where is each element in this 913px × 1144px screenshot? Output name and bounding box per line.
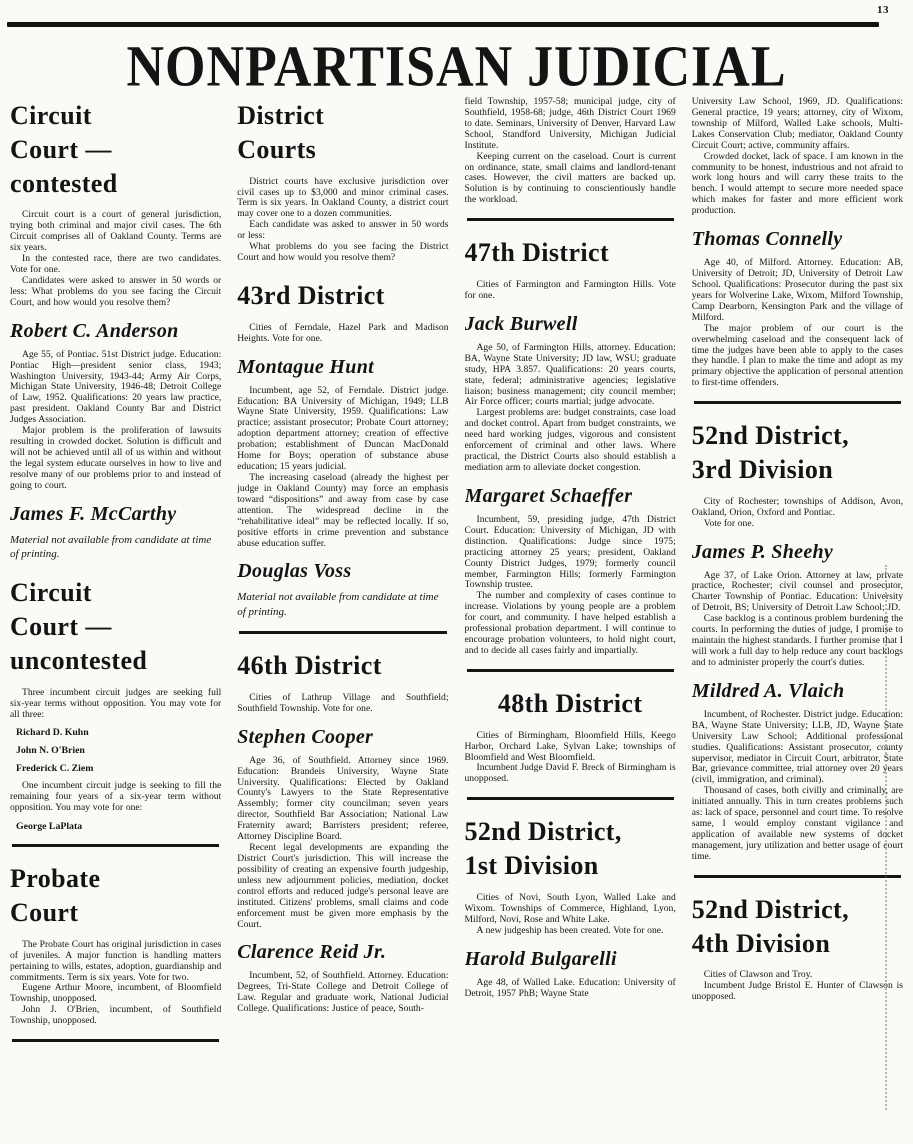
- section-heading: [465, 687, 676, 721]
- candidate-name-heading: Mildred A. Vlaich: [691, 679, 845, 702]
- section-heading-line: Court —: [10, 134, 112, 164]
- section-heading: [692, 893, 903, 961]
- section-heading: [692, 419, 903, 487]
- paragraph: Cities of Birmingham, Bloomfield Hills, Keego Harbor, Orchard Lake, Sylvan Lake; townships of Bloomfield and West Bloomfield.: [464, 729, 676, 763]
- candidate-list-item: John N. O'Brien: [16, 745, 85, 757]
- section-heading: [237, 649, 448, 683]
- paragraph: Largest problems are: budget constraints, case load and docket control. Apart from budget constraints, we need hard working judges, vigorous and consistent enforcement of criminal and other laws. Where practical, the District Courts also should establish a mediation arm to alleviate docket congestion.: [464, 407, 676, 473]
- candidate-name-heading: James F. McCarthy: [10, 502, 177, 525]
- candidate-list-item: Frederick C. Ziem: [16, 763, 94, 775]
- paragraph: Candidates were asked to answer in 50 words or less: What problems do you see facing the Circuit Court, and how would you resolve them?: [10, 274, 222, 308]
- paragraph: Incumbent, 52, of Southfield. Attorney. Education: Degrees, Tri-State College and Detroit College of Law. Regular and graduate work, National Judicial College. Qualifications: Justice of peace, South-: [237, 970, 449, 1015]
- section-heading-line: Probate: [10, 864, 101, 894]
- paragraph: In the contested race, there are two candidates. Vote for one.: [10, 253, 222, 275]
- paragraph: City of Rochester; townships of Addison, Avon, Oakland, Orion, Oxford and Pontiac.: [691, 495, 903, 518]
- section-divider-rule: [12, 844, 219, 847]
- paragraph: Cities of Farmington and Farmington Hills. Vote for one.: [464, 279, 676, 301]
- continued-paragraph: University Law School, 1969, JD. Qualifications: General practice, 19 years; attorney, city of Wixom, township of Milford, Walled Lake schools, Multi-Lakes Conservation Club; mediator, Oakland County Circuit Court; active, community affairs.: [691, 97, 903, 151]
- paragraph: One incumbent circuit judge is seeking to fill the remaining four years of a six-year term without opposition. You may vote for one:: [10, 780, 222, 814]
- candidate-name-heading: Robert C. Anderson: [10, 319, 179, 342]
- paragraph: Incumbent Judge David F. Breck of Birmingham is unopposed.: [464, 762, 676, 785]
- candidate-name-heading: Stephen Cooper: [237, 725, 374, 748]
- paragraph: Age 48, of Walled Lake. Education: University of Detroit, 1957 PhB; Wayne State: [464, 976, 676, 999]
- paragraph: Three incumbent circuit judges are seeking full six-year terms without opposition. You may vote for all three:: [10, 686, 222, 720]
- candidate-name-heading: Clarence Reid Jr.: [237, 941, 387, 964]
- paragraph: Eugene Arthur Moore, incumbent, of Bloomfield Township, unopposed.: [10, 982, 222, 1005]
- paragraph: Each candidate was asked to answer in 50 words or less:: [237, 219, 449, 242]
- paragraph: Thousand of cases, both civilly and criminally, are initiated annually. This in turn creates problems such as: lack of space, personnel and court time. To resolve same, I would employ constant vigilance and application of available new systems of docket management, jury utilization and better usage of court time.: [691, 785, 903, 862]
- paragraph: Circuit court is a court of general jurisdiction, trying both criminal and major civil cases. The 6th Circuit comprises all of Oakland County. Terms are six years.: [10, 209, 222, 254]
- section-heading: [465, 236, 676, 270]
- paragraph: Keeping current on the caseload. Court is current on ordinance, state, small claims and landlord-tenant cases. However, the civil matters are backed up. Solution is by continuing to conscientiously handle the workload.: [464, 150, 676, 206]
- paragraph: The increasing caseload (already the highest per judge in Oakland County) may force an emphasis toward “dispositions” and away from case by case attention. The widespread decline in the “rehabilitative ideal” may be reflected locally. If so, positive efforts in crime prevention and substance abuse education suffer.: [237, 471, 449, 549]
- section-heading-line: Circuit: [10, 101, 92, 130]
- paragraph: Crowded docket, lack of space. I am known in the community to be honest, industrious and not afraid to work long hours and will carry these traits to the bench. I would attempt to secure more needed space which makes for faster and more efficient work production.: [691, 150, 903, 217]
- availability-note: Material not available from candidate at time of printing.: [237, 591, 439, 618]
- section-divider-rule: [694, 875, 901, 878]
- candidate-name-heading: James P. Sheehy: [691, 540, 834, 563]
- paragraph: Incumbent, 59, presiding judge, 47th District Court. Education: University of Michigan, JD with distinction. Qualifications: Judge since 1975; practicing attorney 25 years; president, Oakland County District Judges, 1979; formerly council member, Farmington Hills; formerly Farmington Township trustee.: [464, 513, 676, 591]
- column-1: [10, 97, 221, 1144]
- section-heading-line: 1st Division: [464, 851, 599, 881]
- paragraph: What problems do you see facing the District Court and how would you resolve them?: [237, 241, 449, 264]
- paragraph: Cities of Clawson and Troy.: [703, 969, 813, 981]
- section-heading-line: 52nd District,: [464, 817, 622, 847]
- continued-paragraph: field Township, 1957-58; municipal judge, city of Southfield, 1958-68; judge, 46th District Court 1969 to date. Seminars, University of Denver, Harvard Law School, Standford University, Michigan Judicial Institute.: [464, 97, 676, 151]
- candidate-name-heading: Montague Hunt: [237, 355, 374, 378]
- page-title: NONPARTISAN JUDICIAL: [126, 35, 787, 99]
- section-divider-rule: [239, 631, 446, 634]
- paragraph: Age 36, of Southfield. Attorney since 1969. Education: Brandeis University, Wayne State University. Qualifications: Elected by Oakland County's Lawyers to the State Representative Assembly; former city councilman; seven years director, Southfield Bar Association; National Law Fraternity award; Barristers president; referee, Attorney Discipline Board.: [237, 754, 449, 843]
- scan-artifact-dashed-line: [885, 565, 887, 1110]
- column-3: [465, 97, 676, 1144]
- section-heading-line: 46th District: [237, 651, 382, 681]
- candidate-name-heading: Margaret Schaeffer: [464, 484, 633, 507]
- paragraph: John J. O'Brien, incumbent, of Southfield Township, unopposed.: [10, 1004, 222, 1027]
- paragraph: The major problem of our court is the overwhelming caseload and the consequent lack of time the judges have been able to apply to the cases they handle. I plan to make the time and adopt as my primary objective the application of personal attention to first-time offenders.: [691, 322, 903, 389]
- paragraph: Vote for one.: [703, 517, 754, 529]
- paragraph: Case backlog is a continous problem burdening the courts. In performing the duties of judge, I promise to maintain the highest standards. I further promise that I will work a full day to help reduce any court backlogs and to administer properly the court's duties.: [691, 613, 903, 668]
- candidate-name-heading: Thomas Connelly: [691, 228, 843, 251]
- section-heading-line: 47th District: [464, 238, 610, 268]
- section-heading: [10, 99, 221, 200]
- paragraph: The Probate Court has original jurisdiction in cases of juveniles. A major function is handling matters pertaining to wills, estates, adoption, guardianship and commitments. Term is six years. Vote for two.: [10, 938, 222, 983]
- paragraph: Age 40, of Milford. Attorney. Education: AB, University of Detroit; JD, University of Detroit Law School. Qualifications: Prosecutor during the past six years for Wolverine Lake, Wixom, Milford Township, Camp Dearborn, Kensington Park and the village of Milford.: [691, 257, 903, 323]
- paragraph: Incumbent, age 52, of Ferndale. District judge. Education: BA University of Michigan, 1949; LLB Wayne State University, 1959. Qualifications: Law practice; assistant prosecutor; Probate Court attorney; adoption department attorney; creation of effective probation; establishment of Duncan MacDonald Home for Boys; operation of substance abuse education; 15 years judicial.: [237, 384, 449, 473]
- section-heading-line: Courts: [237, 134, 317, 164]
- availability-note: Material not available from candidate at time of printing.: [10, 533, 212, 560]
- section-heading-line: Court: [10, 897, 79, 927]
- section-heading: [237, 279, 448, 313]
- page-number: 13: [877, 4, 889, 16]
- section-heading-line: 52nd District,: [691, 421, 850, 451]
- column-4: [692, 97, 903, 1144]
- section-heading-line: contested: [10, 168, 118, 198]
- section-heading-line: 4th Division: [691, 928, 831, 958]
- section-divider-rule: [467, 218, 674, 221]
- top-rule: [7, 22, 879, 27]
- section-divider-rule: [12, 1039, 219, 1042]
- candidate-name-heading: Harold Bulgarelli: [464, 947, 617, 970]
- section-heading: [10, 862, 221, 930]
- columns: [0, 97, 913, 1144]
- paragraph: The number and complexity of cases continue to increase. Violations by young people are a problem for court, and community. I have helped establish a professional probation department. I will continue to encourage probation volunteers, to hold night court, and to decide all cases fairly and impartially.: [464, 590, 676, 656]
- section-heading-line: uncontested: [10, 645, 148, 675]
- section-heading-line: 3rd Division: [691, 455, 834, 484]
- section-heading-line: 48th District: [497, 688, 643, 718]
- paragraph: Cities of Ferndale, Hazel Park and Madison Heights. Vote for one.: [237, 321, 449, 344]
- paragraph: Incumbent Judge Bristol E. Hunter of Clawson is unopposed.: [691, 980, 903, 1003]
- section-divider-rule: [694, 401, 901, 404]
- section-heading: [237, 99, 448, 167]
- candidate-list-item: George LaPlata: [16, 821, 83, 833]
- section-heading-line: District: [237, 101, 325, 130]
- paragraph: Recent legal developments are expanding the District Court's jurisdiction. This will increase the possibility of creating an expensive fourth judgeship, unless new adjournment policies, mediation, docket control efforts and reduced judge's personal leave are instituted. Citizens' problems, small claims and code enforcement must be given more emphasis by the Court.: [237, 842, 449, 930]
- candidate-list-item: Richard D. Kuhn: [16, 727, 89, 739]
- candidate-name-heading: Douglas Voss: [237, 560, 352, 583]
- section-heading: [10, 576, 221, 677]
- section-heading-line: 52nd District,: [691, 894, 850, 924]
- candidate-name-heading: Jack Burwell: [464, 312, 578, 335]
- paragraph: Age 50, of Farmington Hills, attorney. Education: BA, Wayne State University; JD law, WSU; graduate study, HPA 3.857. Qualifications: 20 years courts, state, federal; administrative agencies; legislative liaison; business management; city council member; Air Force officer; courts martial; judge advocate.: [464, 341, 676, 408]
- paragraph: Incumbent, of Rochester. District judge. Education: BA, Wayne State University; LLB, JD, Wayne State University Law School; Additional professional studies. Qualifications: Assistant prosecutor, county supervisor, mediator in Circuit Court, arbitrator, State Bar, grievance committee, trial attorney over 20 years (civil, immigration, and criminal).: [691, 708, 903, 786]
- section-heading-line: 43rd District: [237, 280, 385, 310]
- section-heading-line: Court —: [10, 612, 112, 642]
- paragraph: A new judgeship has been created. Vote for one.: [476, 924, 664, 936]
- paragraph: Age 55, of Pontiac. 51st District judge. Education: Pontiac High—president senior class, 1943; Washington University, 1943-44; Army Air Corps, Michigan State University, 1946-48; Detroit College of Law, 1952. Qualifications: 20 years law practice, past president. Oakland County Bar and District Judges Association.: [10, 348, 222, 426]
- column-2: [237, 97, 448, 1144]
- section-heading: [465, 815, 676, 883]
- paragraph: Major problem is the proliferation of lawsuits resulting in crowded docket. Solution is difficult and will not be achieved until all of us within and without the legal system educate ourselves in how to live and resolve many of our problems prior to and instead of going to court.: [10, 425, 222, 491]
- section-divider-rule: [467, 797, 674, 800]
- section-divider-rule: [467, 669, 674, 672]
- paragraph: Age 37, of Lake Orion. Attorney at law, private practice, Rochester; civil counsel and prosecutor, Charter Township of Pontiac. Education: University of Detroit, BS; University of Detroit Law School; JD.: [691, 569, 903, 614]
- paragraph: District courts have exclusive jurisdiction over civil cases up to $3,000 and minor criminal cases. Term is six years. In Oakland County, a district court may cover one to a dozen communities.: [237, 175, 449, 220]
- paragraph: Cities of Novi, South Lyon, Walled Lake and Wixom. Townships of Commerce, Highland, Lyon, Milford, Novi, Rose and White Lake.: [464, 891, 676, 925]
- paragraph: Cities of Lathrup Village and Southfield; Southfield Township. Vote for one.: [237, 691, 449, 714]
- section-heading-line: Circuit: [10, 578, 92, 608]
